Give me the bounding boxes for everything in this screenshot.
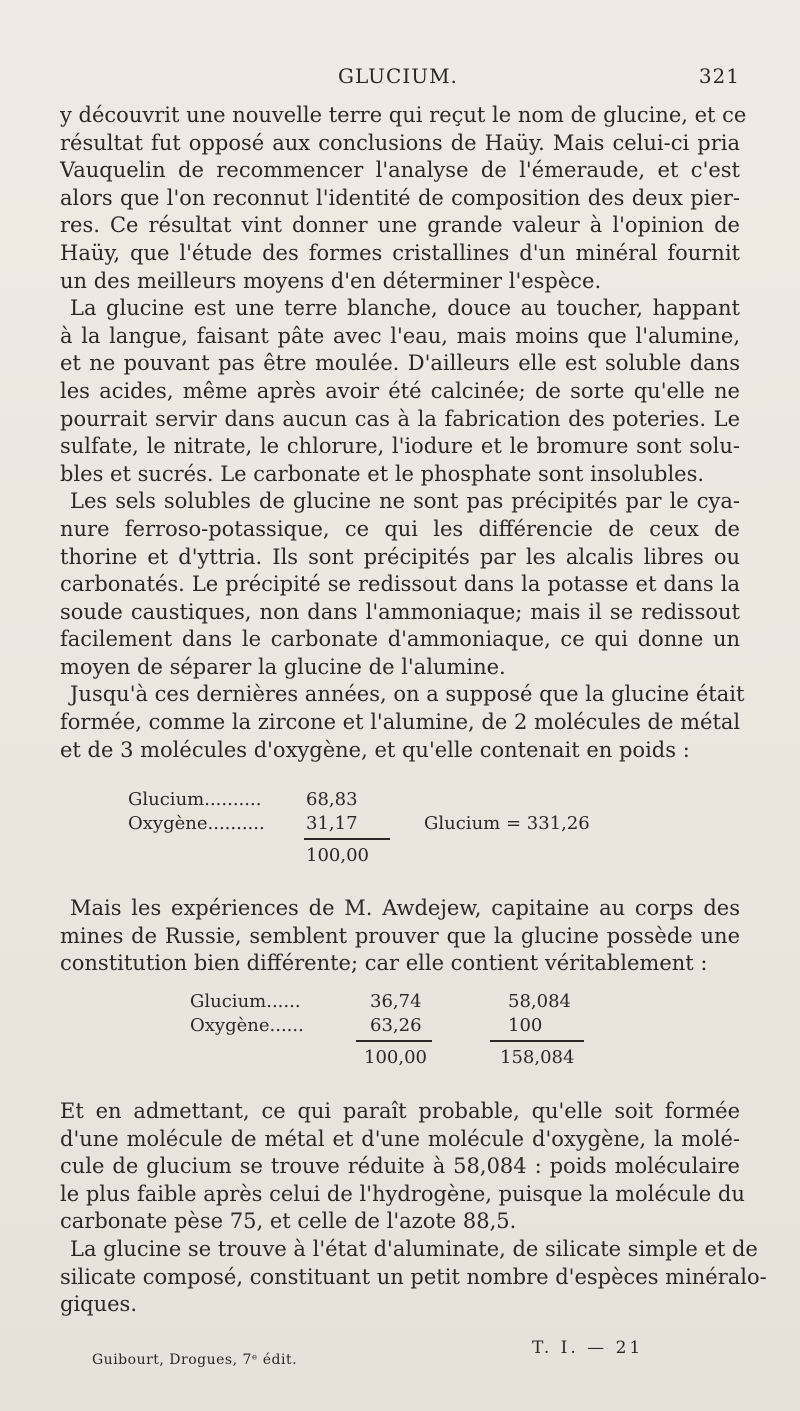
composition-table-1 bbox=[128, 788, 648, 868]
text-line: résultat fut opposé aux conclusions de Haüy. Mais celui-ci pria bbox=[60, 130, 740, 155]
table-total: 158,084 bbox=[500, 1047, 575, 1068]
text-line: carbonate pèse 75, et celle de l'azote 88,5. bbox=[60, 1209, 517, 1234]
paragraph bbox=[60, 895, 740, 978]
table-label: Glucium.......... bbox=[128, 789, 262, 810]
paragraph bbox=[60, 681, 745, 764]
table-value: 36,74 bbox=[370, 991, 422, 1012]
equation: Glucium = 331,26 bbox=[424, 813, 590, 834]
text-line: Haüy, que l'étude des formes cristallines d'un minéral fournit bbox=[60, 240, 740, 265]
table-label: Glucium...... bbox=[190, 991, 301, 1012]
text-line: les acides, même après avoir été calcinée; de sorte qu'elle ne bbox=[60, 378, 740, 403]
text-line: Mais les expériences de M. Awdejew, capitaine au corps des bbox=[70, 896, 740, 920]
body-text-2 bbox=[60, 895, 740, 978]
text-line: carbonatés. Le précipité se redissout dans la potasse et dans la bbox=[60, 572, 740, 597]
text-line: alors que l'on reconnut l'identité de composition des deux pier- bbox=[60, 185, 740, 210]
paragraph bbox=[60, 1098, 745, 1236]
table-total: 100,00 bbox=[364, 1047, 427, 1068]
text-line: à la langue, faisant pâte avec l'eau, mais moins que l'alumine, bbox=[60, 323, 740, 348]
table-total: 100,00 bbox=[306, 845, 369, 866]
footer-signature: Guibourt, Drogues, 7ᵉ édit. bbox=[92, 1352, 298, 1368]
text-line: silicate composé, constituant un petit nombre d'espèces minéralo- bbox=[60, 1264, 767, 1289]
text-line: le plus faible après celui de l'hydrogène, puisque la molécule du bbox=[60, 1181, 745, 1206]
table-label: Oxygène...... bbox=[190, 1015, 304, 1036]
text-line: facilement dans le carbonate d'ammoniaque, ce qui donne un bbox=[60, 627, 740, 652]
running-title: GLUCIUM. bbox=[338, 64, 458, 88]
text-line: formée, comme la zircone et l'alumine, de 2 molécules de métal bbox=[60, 710, 741, 735]
table-value: 63,26 bbox=[370, 1015, 422, 1036]
text-line: Les sels solubles de glucine ne sont pas précipités par le cya- bbox=[70, 489, 740, 514]
text-line: constitution bien différente; car elle contient véritablement : bbox=[60, 951, 708, 976]
text-line: et de 3 molécules d'oxygène, et qu'elle contenait en poids : bbox=[60, 737, 690, 762]
body-text bbox=[60, 102, 747, 764]
text-line: La glucine est une terre blanche, douce au toucher, happant bbox=[70, 296, 740, 321]
text-line: et ne pouvant pas être moulée. D'ailleurs elle est soluble dans bbox=[60, 351, 740, 376]
composition-table-2 bbox=[190, 990, 610, 1070]
table-value: 31,17 bbox=[306, 813, 358, 834]
text-line: Vauquelin de recommencer l'analyse de l'émeraude, et c'est bbox=[60, 158, 740, 183]
text-line: un des meilleurs moyens d'en déterminer l'espèce. bbox=[60, 268, 602, 293]
text-line: La glucine se trouve à l'état d'aluminate, de silicate simple et de bbox=[70, 1236, 758, 1261]
text-line: cule de glucium se trouve réduite à 58,084 : poids moléculaire bbox=[60, 1154, 740, 1179]
sum-rule bbox=[356, 1040, 432, 1042]
table-value: 68,83 bbox=[306, 789, 358, 810]
paragraph bbox=[60, 295, 740, 488]
text-line: nure ferroso-potassique, ce qui les différencie de ceux de bbox=[60, 516, 740, 541]
sum-rule bbox=[304, 838, 390, 840]
text-line: Et en admettant, ce qui paraît probable, qu'elle soit formée bbox=[60, 1099, 740, 1123]
page-number: 321 bbox=[698, 64, 740, 88]
table-value: 58,084 bbox=[508, 991, 571, 1012]
body-text-3 bbox=[60, 1098, 767, 1319]
text-line: y découvrit une nouvelle terre qui reçut le nom de glucine, et ce bbox=[60, 103, 747, 127]
text-line: d'une molécule de métal et d'une molécule d'oxygène, la molé- bbox=[60, 1126, 740, 1151]
sum-rule bbox=[490, 1040, 584, 1042]
footer-sheet-mark: T. I. — 21 bbox=[532, 1338, 644, 1358]
table-value: 100 bbox=[508, 1015, 543, 1036]
text-line: Jusqu'à ces dernières années, on a supposé que la glucine était bbox=[70, 682, 745, 707]
text-line: sulfate, le nitrate, le chlorure, l'iodure et le bromure sont solu- bbox=[60, 434, 740, 459]
text-line: mines de Russie, semblent prouver que la glucine possède une bbox=[60, 923, 740, 948]
text-line: giques. bbox=[60, 1292, 138, 1317]
paragraph bbox=[60, 1236, 767, 1319]
text-line: res. Ce résultat vint donner une grande valeur à l'opinion de bbox=[60, 213, 740, 238]
text-line: soude caustiques, non dans l'ammoniaque; mais il se redissout bbox=[60, 599, 740, 624]
paragraph bbox=[60, 102, 747, 295]
text-line: pourrait servir dans aucun cas à la fabrication des poteries. Le bbox=[60, 406, 740, 431]
text-line: thorine et d'yttria. Ils sont précipités par les alcalis libres ou bbox=[60, 544, 740, 569]
paragraph bbox=[60, 488, 740, 681]
table-label: Oxygène.......... bbox=[128, 813, 265, 834]
text-line: moyen de séparer la glucine de l'alumine. bbox=[60, 654, 506, 679]
running-header bbox=[60, 64, 740, 92]
text-line: bles et sucrés. Le carbonate et le phosphate sont insolubles. bbox=[60, 461, 705, 486]
